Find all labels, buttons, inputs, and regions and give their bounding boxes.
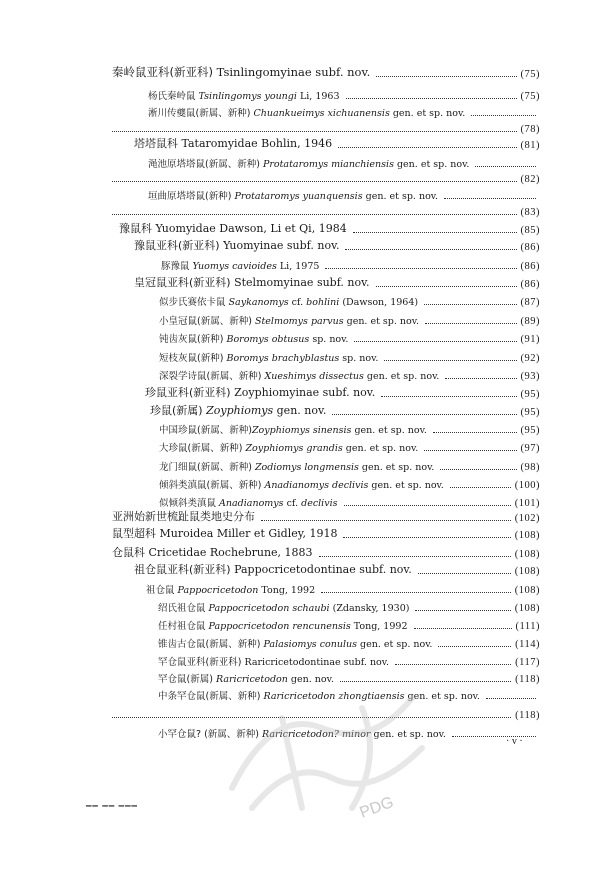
- toc-entry[interactable]: [134, 276, 540, 290]
- chinese-name: (新亚科): [205, 657, 242, 668]
- chinese-name: 似倾斜类滇鼠: [159, 498, 217, 509]
- chinese-name: 短枝灰鼠: [159, 353, 198, 364]
- toc-entry-title: [112, 64, 370, 80]
- latin-name: declivis: [301, 498, 338, 509]
- dot-leader: [381, 396, 516, 397]
- chinese-name: 中条罕仓鼠: [158, 691, 206, 702]
- toc-page-number: (95): [520, 407, 540, 418]
- toc-entry-title: [159, 294, 418, 308]
- toc-page-number: (100): [514, 480, 540, 491]
- chinese-name: 皇冠鼠亚科: [134, 276, 189, 289]
- dot-leader: [112, 181, 517, 182]
- authority-text: Tataromyidae Bohlin, 1946: [178, 137, 333, 150]
- latin-name: Pappocricetodon: [174, 585, 259, 596]
- toc-entry[interactable]: [159, 331, 540, 345]
- toc-entry[interactable]: [112, 66, 540, 80]
- latin-name: bohlini: [306, 297, 340, 308]
- toc-page-number: (95): [520, 389, 540, 400]
- authority-text: Li, 1963: [296, 91, 340, 102]
- latin-name: Boromys brachyblastus: [223, 353, 340, 364]
- toc-entry-title: [145, 384, 375, 400]
- chinese-name: (新属、新种): [197, 316, 252, 327]
- toc-page-number: (98): [520, 462, 540, 473]
- toc-entry-title: [134, 274, 370, 290]
- footer-mark: ━━ ━━ ━━━: [86, 801, 138, 811]
- toc-page-number: (95): [520, 425, 540, 436]
- toc-entry[interactable]: [145, 386, 540, 400]
- chinese-name: (新属、新种): [187, 443, 243, 454]
- chinese-name: 豚豫鼠: [161, 261, 190, 272]
- toc-page-number: (85): [520, 225, 540, 236]
- chinese-name: 倾斜类滇鼠: [159, 480, 207, 491]
- authority-text: gen. nov.: [287, 674, 334, 685]
- chinese-name: 珍鼠亚科: [145, 386, 189, 399]
- toc-page-number: (81): [520, 140, 540, 151]
- dot-leader: [444, 198, 536, 199]
- toc-entry-title: [150, 402, 326, 418]
- dot-leader: [344, 505, 511, 506]
- chinese-name: (新亚科): [169, 65, 213, 79]
- dot-leader: [425, 323, 516, 324]
- dot-leader: [424, 450, 516, 451]
- chinese-name: 龙门细鼠: [159, 462, 198, 473]
- latin-name: Boromys obtusus: [223, 334, 310, 345]
- toc-entry[interactable]: [134, 239, 540, 253]
- toc-entry-title: [112, 508, 255, 524]
- toc-entry[interactable]: [134, 563, 540, 577]
- chinese-name: 绍氏祖仓鼠: [158, 603, 206, 614]
- latin-name: Anadianomys: [216, 498, 284, 509]
- toc-entry[interactable]: [148, 105, 540, 119]
- chinese-name: (新属、新种): [205, 691, 261, 702]
- toc-entry-title: [112, 525, 337, 541]
- dot-leader: [433, 432, 517, 433]
- chinese-name: (新属、新种): [205, 159, 260, 170]
- authority-text: gen. et sp. nov.: [393, 159, 470, 170]
- chinese-name: 鼠型超科: [112, 527, 156, 540]
- chinese-name: 任村祖仓鼠: [158, 621, 206, 632]
- toc-page-number: (78): [520, 124, 540, 135]
- chinese-name: 深裂学诗鼠: [159, 371, 207, 382]
- latin-name: Zoyphiomys grandis: [242, 443, 343, 454]
- toc-page-number: (108): [514, 585, 540, 596]
- toc-page-number: (82): [520, 174, 540, 185]
- toc-entry-title: [158, 654, 389, 668]
- toc-entry[interactable]: [112, 204, 540, 218]
- toc-page-number: (108): [514, 530, 540, 541]
- toc-page-number: (92): [520, 353, 540, 364]
- chinese-name: 仓鼠科: [112, 546, 145, 559]
- chinese-name: (新属): [172, 404, 203, 417]
- toc-entry-title: [158, 636, 432, 650]
- latin-name: Saykanomys: [225, 297, 289, 308]
- watermark-seal-icon: [212, 668, 442, 828]
- toc-entry-title: [134, 237, 339, 253]
- dot-leader: [418, 573, 511, 574]
- chinese-name: 珍鼠: [150, 404, 172, 417]
- toc-page-number: (118): [515, 674, 540, 685]
- dot-leader: [325, 268, 516, 269]
- toc-entry-title: [148, 188, 438, 202]
- toc-entry-title: [158, 618, 408, 632]
- chinese-name: 淅川传夔鼠: [148, 108, 196, 119]
- chinese-name: (新种): [205, 191, 232, 202]
- dot-leader: [384, 360, 516, 361]
- toc-page-number: (87): [520, 297, 540, 308]
- latin-name: Pappocricetodon schaubi: [205, 603, 330, 614]
- latin-name: Protataromys yuanquensis: [231, 191, 363, 202]
- dot-leader: [440, 469, 516, 470]
- dot-leader: [321, 592, 511, 593]
- chinese-name: (新属、新种): [205, 639, 261, 650]
- authority-text: sp. nov.: [309, 334, 349, 345]
- chinese-name: 祖仓鼠: [146, 585, 175, 596]
- dot-leader: [345, 249, 516, 250]
- dot-leader: [414, 628, 512, 629]
- toc-entry[interactable]: [158, 636, 540, 650]
- toc-page-number: (117): [515, 657, 540, 668]
- toc-entry[interactable]: [148, 88, 540, 102]
- chinese-name: 豫鼠科: [119, 222, 152, 235]
- chinese-name: 罕仓鼠: [158, 674, 187, 685]
- toc-entry[interactable]: [112, 527, 540, 541]
- dot-leader: [471, 115, 536, 116]
- chinese-name: 罕仓鼠亚科: [158, 657, 206, 668]
- toc-entry[interactable]: [112, 510, 540, 524]
- dot-leader: [475, 166, 536, 167]
- toc-entry[interactable]: [148, 188, 540, 202]
- dot-leader: [376, 286, 517, 287]
- authority-text: (Zdansky, 1930): [329, 603, 410, 614]
- dot-leader: [415, 610, 510, 611]
- toc-entry[interactable]: [158, 654, 540, 668]
- chinese-name: 大珍鼠: [159, 443, 188, 454]
- authority-text: Yuomyinae subf. nov.: [219, 239, 340, 252]
- toc-entry-title: [148, 156, 469, 170]
- dot-leader: [486, 698, 536, 699]
- latin-name: Tsinlingomys youngi: [195, 91, 297, 102]
- chinese-name: (新亚科): [189, 276, 231, 289]
- latin-name: Zodiomys longmensis: [251, 462, 359, 473]
- latin-name: Palasiomys conulus: [260, 639, 358, 650]
- authority-text: gen. et sp. nov.: [389, 108, 466, 119]
- dot-leader: [395, 664, 511, 665]
- toc-entry[interactable]: [158, 600, 540, 614]
- chinese-name: 中国珍鼠: [159, 425, 198, 436]
- dot-leader: [112, 131, 517, 132]
- authority-text: (Dawson, 1964): [339, 297, 419, 308]
- toc-page-number: (102): [514, 513, 540, 524]
- authority-text: sp. nov.: [339, 353, 379, 364]
- toc-entry[interactable]: [148, 156, 540, 170]
- authority-text: Cricetidae Rochebrune, 1883: [145, 546, 313, 559]
- toc-page-number: (86): [520, 279, 540, 290]
- authority-text: gen. et sp. nov.: [363, 371, 440, 382]
- authority-text: cf.: [288, 297, 307, 308]
- toc-entry-title: [159, 350, 378, 364]
- latin-name: Xueshimys dissectus: [261, 371, 364, 382]
- toc-page-number: (118): [515, 710, 540, 721]
- authority-text: gen. et sp. nov.: [357, 639, 433, 650]
- toc-page-number: (89): [520, 316, 540, 327]
- chinese-name: (新种): [197, 334, 224, 345]
- toc-entry[interactable]: [134, 137, 540, 151]
- dot-leader: [354, 341, 516, 342]
- dot-leader: [450, 487, 511, 488]
- chinese-name: (新属、新种): [201, 729, 259, 740]
- toc-entry[interactable]: [112, 546, 540, 560]
- toc-page-number: (114): [515, 639, 540, 650]
- dot-leader: [332, 414, 516, 415]
- authority-text: gen. et sp. nov.: [342, 443, 419, 454]
- latin-name: Zoyphiomys: [202, 404, 274, 417]
- latin-name: Raricricetodon zhongtiaensis: [260, 691, 405, 702]
- toc-entry-title: [134, 135, 332, 151]
- toc-page-number: (75): [520, 69, 540, 80]
- latin-name: Yuomys cavioides: [189, 261, 277, 272]
- chinese-name: 祖仓鼠亚科: [134, 563, 189, 576]
- chinese-name: 渑池原塔塔鼠: [148, 159, 206, 170]
- chinese-name: (新亚科): [189, 386, 231, 399]
- page-number: · v ·: [506, 736, 523, 747]
- authority-text: gen. et sp. nov.: [351, 425, 427, 436]
- watermark-text: PDG: [357, 793, 396, 822]
- toc-page-number: (108): [514, 549, 540, 560]
- toc-entry-title: [159, 440, 418, 454]
- chinese-name: (新属): [186, 674, 213, 685]
- toc-page-number: (97): [520, 443, 540, 454]
- toc-entry-title: [159, 477, 444, 491]
- latin-name: Stelmomys parvus: [251, 316, 344, 327]
- toc-page-number: (108): [514, 603, 540, 614]
- toc-page-number: (111): [515, 621, 540, 632]
- authority-text: gen. et sp. nov.: [343, 316, 420, 327]
- toc-entry-title: [148, 88, 340, 102]
- chinese-name: (新属、新种): [206, 480, 262, 491]
- toc-entry[interactable]: [159, 459, 540, 473]
- dot-leader: [353, 232, 517, 233]
- toc-page-number: (91): [520, 334, 540, 345]
- chinese-name: 垣曲原塔塔鼠: [148, 191, 206, 202]
- toc-entry[interactable]: [112, 171, 540, 185]
- chinese-name: (新属、新种): [195, 108, 251, 119]
- chinese-name: 钝齿灰鼠: [159, 334, 198, 345]
- latin-name: Anadianomys declivis: [261, 480, 369, 491]
- toc-page-number: (83): [520, 207, 540, 218]
- chinese-name: 亚洲始新世梳趾鼠类地史分布: [112, 510, 255, 523]
- toc-entry[interactable]: [112, 121, 540, 135]
- toc-page-number: (86): [520, 261, 540, 272]
- chinese-name: 小罕仓鼠?: [158, 729, 202, 740]
- dot-leader: [261, 520, 511, 521]
- dot-leader: [346, 98, 517, 99]
- dot-leader: [319, 556, 511, 557]
- chinese-name: (新属、新种): [197, 425, 252, 436]
- chinese-name: (新种): [197, 353, 224, 364]
- toc-page-number: (108): [514, 566, 540, 577]
- chinese-name: 小皇冠鼠: [159, 316, 198, 327]
- chinese-name: (新亚科): [178, 239, 220, 252]
- toc-entry[interactable]: [159, 440, 540, 454]
- toc-entry[interactable]: [159, 422, 540, 436]
- chinese-name: (新属、新种): [206, 371, 262, 382]
- authority-text: Li, 1975: [276, 261, 320, 272]
- authority-text: Yuomyidae Dawson, Li et Qi, 1984: [152, 222, 347, 235]
- authority-text: gen. et sp. nov.: [362, 191, 439, 202]
- chinese-name: (新亚科): [189, 563, 231, 576]
- authority-text: cf.: [283, 498, 302, 509]
- toc-entry-title: [158, 600, 409, 614]
- dot-leader: [343, 537, 510, 538]
- toc-entry[interactable]: [146, 582, 540, 596]
- toc-entry[interactable]: [159, 477, 540, 491]
- toc-entry-title: [146, 582, 315, 596]
- latin-name: Raricricetodon: [212, 674, 288, 685]
- toc-page-number: (101): [514, 498, 540, 509]
- toc-entry-title: [112, 544, 313, 560]
- chinese-name: 杨氏秦岭鼠: [148, 91, 196, 102]
- authority-text: Muroidea Miller et Gidley, 1918: [156, 527, 338, 540]
- toc-entry-title: [159, 495, 338, 509]
- dot-leader: [452, 736, 536, 737]
- toc-entry[interactable]: [159, 368, 540, 382]
- dot-leader: [112, 214, 517, 215]
- dot-leader: [445, 378, 516, 379]
- authority-text: Stelmomyinae subf. nov.: [230, 276, 370, 289]
- authority-text: gen. et sp. nov.: [368, 480, 444, 491]
- chinese-name: 似步氏赛依卡鼠: [159, 297, 226, 308]
- dot-leader: [338, 147, 516, 148]
- toc-entry-title: [159, 331, 348, 345]
- chinese-name: 秦岭鼠亚科: [112, 65, 170, 79]
- latin-name: Pappocricetodon rencunensis: [205, 621, 351, 632]
- toc-entry-title: [159, 422, 427, 436]
- toc-entry-title: [134, 561, 412, 577]
- toc-entry[interactable]: [161, 258, 540, 272]
- toc-entry[interactable]: [159, 294, 540, 308]
- toc-entry-title: [119, 220, 347, 236]
- toc-entry[interactable]: [150, 404, 540, 418]
- toc-entry-title: [159, 368, 439, 382]
- toc-entry[interactable]: [159, 313, 540, 327]
- toc-page-number: (86): [520, 242, 540, 253]
- toc-entry-title: [148, 105, 465, 119]
- authority-text: Zoyphiomyinae subf. nov.: [230, 386, 376, 399]
- authority-text: gen. nov.: [273, 404, 327, 417]
- authority-text: gen. et sp. nov.: [370, 729, 446, 740]
- authority-text: Raricricetodontinae subf. nov.: [241, 657, 390, 668]
- authority-text: Tong, 1992: [258, 585, 316, 596]
- dot-leader: [376, 76, 516, 77]
- toc-entry-title: [159, 459, 434, 473]
- chinese-name: (新属、新种): [197, 462, 252, 473]
- toc-entry[interactable]: [119, 222, 540, 236]
- toc-page-number: (75): [520, 91, 540, 102]
- authority-text: gen. et sp. nov.: [358, 462, 435, 473]
- dot-leader: [438, 646, 511, 647]
- latin-name: Raricricetodon? minor: [258, 729, 371, 740]
- toc-page-number: (93): [520, 371, 540, 382]
- toc-entry[interactable]: [158, 618, 540, 632]
- latin-name: Chuankueimys xichuanensis: [250, 108, 390, 119]
- latin-name: Protataromys mianchiensis: [259, 159, 394, 170]
- chinese-name: 豫鼠亚科: [134, 239, 178, 252]
- authority-text: gen. et sp. nov.: [404, 691, 480, 702]
- chinese-name: 锥齿古仓鼠: [158, 639, 206, 650]
- toc-entry[interactable]: [159, 350, 540, 364]
- toc-entry[interactable]: [159, 495, 540, 509]
- dot-leader: [424, 304, 516, 305]
- chinese-name: 塔塔鼠科: [134, 137, 178, 150]
- authority-text: Tong, 1992: [350, 621, 408, 632]
- authority-text: Tsinlingomyinae subf. nov.: [212, 65, 371, 79]
- latin-name: Zoyphiomys sinensis: [251, 425, 352, 436]
- authority-text: Pappocricetodontinae subf. nov.: [230, 563, 412, 576]
- toc-entry-title: [161, 258, 319, 272]
- toc-entry-title: [159, 313, 419, 327]
